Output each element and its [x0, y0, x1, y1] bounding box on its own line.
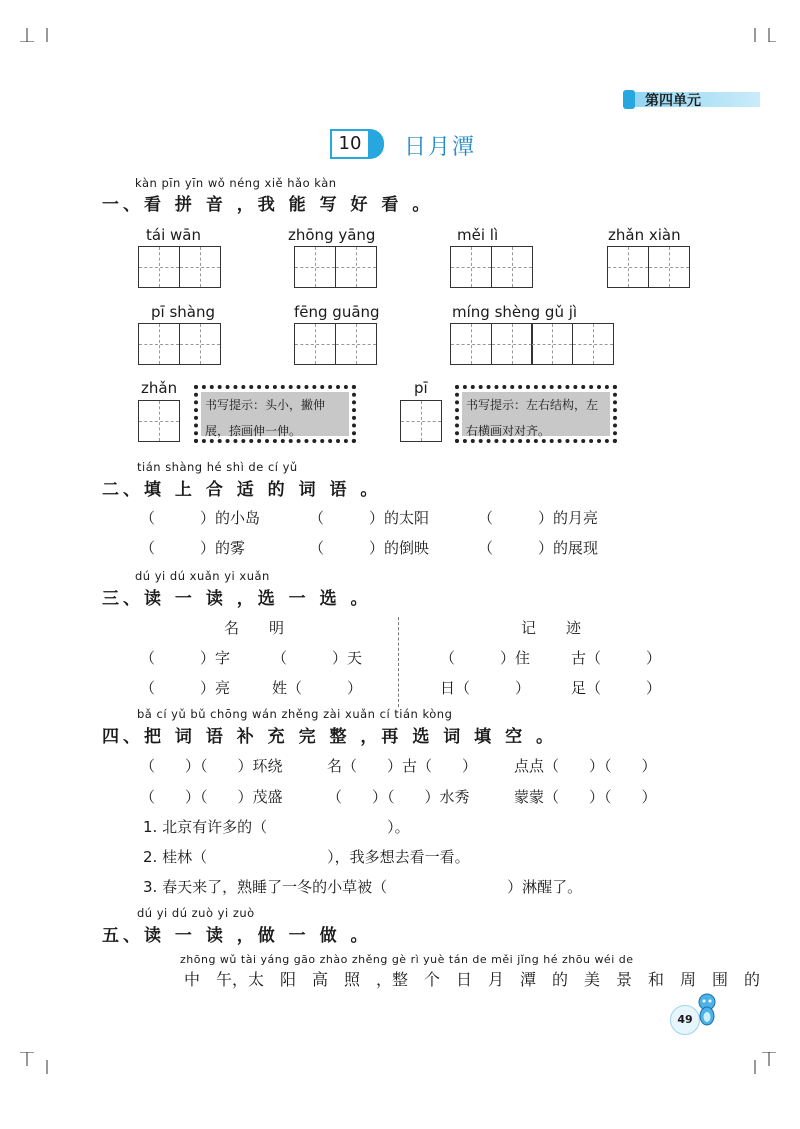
mascot-icon [695, 992, 719, 1028]
writing-grid[interactable] [294, 323, 375, 365]
fill-blank[interactable]: 日（ ） [440, 679, 531, 697]
writing-tip-box [194, 385, 356, 443]
crop-mark-icon [748, 28, 762, 42]
fill-blank[interactable]: （ ）的太阳 [309, 509, 430, 527]
section-1-title: 一、看 拼 音 ，我 能 写 好 看 。 [102, 195, 434, 215]
fill-blank[interactable]: （ ）的雾 [140, 539, 246, 557]
pinyin-word: pī [414, 379, 428, 397]
fill-blank[interactable]: （ ）天 [272, 649, 363, 667]
unit-label: 第四单元 [645, 93, 701, 109]
writing-grid[interactable] [138, 246, 219, 288]
fill-blank[interactable]: 古（ ） [571, 649, 662, 667]
page-number: 49 [670, 1005, 700, 1035]
crop-mark-icon [762, 28, 776, 42]
section-3-pinyin: dú yi dú xuǎn yi xuǎn [135, 569, 270, 583]
pinyin-word: zhǎn xiàn [608, 226, 681, 244]
section-3-title: 三、读 一 读 ，选 一 选 。 [102, 589, 372, 609]
writing-tip-text: 书写提示：头小，撇伸展，捺画伸一伸。 [201, 392, 349, 436]
pinyin-word: tái wān [146, 226, 201, 244]
writing-grid[interactable] [607, 246, 688, 288]
section-5-pinyin: dú yi dú zuò yi zuò [137, 906, 255, 920]
writing-grid[interactable] [294, 246, 375, 288]
section-2-title: 二、填 上 合 适 的 词 语 。 [102, 480, 382, 500]
pinyin-word: zhǎn [141, 379, 178, 397]
fill-blank[interactable]: （ ）亮 [140, 679, 231, 697]
writing-tip-box [455, 385, 617, 443]
writing-grid[interactable] [400, 400, 441, 442]
passage-pinyin: zhōng wǔ tài yáng gāo zhào zhěng gè rì yuè tán de měi jǐng hé zhōu wéi de [180, 953, 634, 966]
crop-mark-icon [762, 1052, 776, 1066]
crop-mark-icon [40, 28, 54, 42]
sentence-blank[interactable]: 3. 春天来了，熟睡了一冬的小草被（ ）淋醒了。 [143, 878, 583, 896]
writing-grid[interactable] [450, 246, 531, 288]
fill-blank[interactable]: （ ）（ ）茂盛 [140, 788, 283, 806]
fill-blank[interactable]: （ ）字 [140, 649, 231, 667]
fill-blank[interactable]: （ ）的小岛 [140, 509, 261, 527]
fill-blank[interactable]: 点点（ ）（ ） [514, 757, 657, 775]
pinyin-word: zhōng yāng [288, 226, 376, 244]
sentence-blank[interactable]: 1. 北京有许多的（ ）。 [143, 818, 410, 836]
word-pair-right: 记 迹 [521, 619, 582, 637]
fill-blank[interactable]: （ ）（ ）环绕 [140, 757, 283, 775]
column-divider [398, 617, 399, 707]
fill-blank[interactable]: （ ）（ ）水秀 [327, 788, 470, 806]
lesson-number-cap [370, 129, 384, 159]
writing-grid[interactable] [138, 400, 179, 442]
writing-grid[interactable] [450, 323, 612, 365]
fill-blank[interactable]: 足（ ） [571, 679, 662, 697]
section-2-pinyin: tián shàng hé shì de cí yǔ [137, 460, 298, 474]
lesson-title: 日月潭 [404, 135, 477, 160]
crop-mark-icon [20, 1052, 34, 1066]
section-1-pinyin: kàn pīn yīn wǒ néng xiě hǎo kàn [135, 176, 337, 190]
passage-text: 中 午，太 阳 高 照 ，整 个 日 月 潭 的 美 景 和 周 围 的 [184, 970, 761, 989]
fill-blank[interactable]: 姓（ ） [272, 679, 363, 697]
fill-blank[interactable]: （ ）的展现 [478, 539, 599, 557]
pinyin-word: fēng guāng [294, 303, 380, 321]
section-4-title: 四、把 词 语 补 充 完 整 ，再 选 词 填 空 。 [102, 727, 558, 747]
crop-mark-icon [20, 28, 34, 42]
fill-blank[interactable]: 名（ ）古（ ） [327, 757, 478, 775]
fill-blank[interactable]: （ ）的倒映 [309, 539, 430, 557]
fill-blank[interactable]: 蒙蒙（ ）（ ） [514, 788, 657, 806]
crop-mark-icon [40, 1060, 54, 1074]
writing-tip-text: 书写提示：左右结构，左右横画对对齐。 [462, 392, 610, 436]
unit-tab [623, 90, 635, 109]
fill-blank[interactable]: （ ）住 [440, 649, 531, 667]
writing-grid[interactable] [138, 323, 219, 365]
word-pair-left: 名 明 [224, 619, 285, 637]
sentence-blank[interactable]: 2. 桂林（ ），我多想去看一看。 [143, 848, 470, 866]
pinyin-word: míng shèng gǔ jì [452, 303, 578, 321]
crop-mark-icon [748, 1060, 762, 1074]
pinyin-word: pī shàng [151, 303, 215, 321]
lesson-number: 10 [330, 129, 370, 159]
pinyin-word: měi lì [457, 226, 499, 244]
section-4-pinyin: bǎ cí yǔ bǔ chōng wán zhěng zài xuǎn cí tián kòng [137, 707, 453, 721]
fill-blank[interactable]: （ ）的月亮 [478, 509, 599, 527]
section-5-title: 五、读 一 读 ，做 一 做 。 [102, 926, 372, 946]
